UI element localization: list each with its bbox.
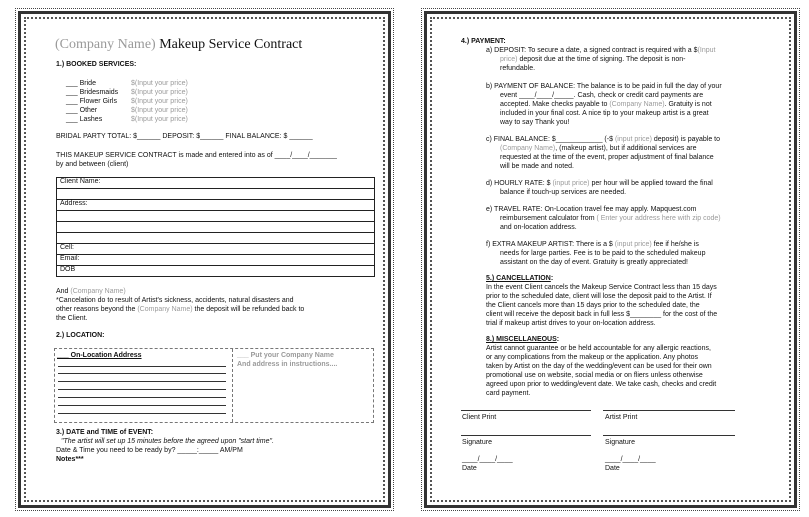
- client-signature-line[interactable]: [461, 435, 591, 436]
- address-line[interactable]: [58, 413, 226, 414]
- cancellation-note-line-3: the Client.: [56, 315, 88, 322]
- service-bridesmaids-price[interactable]: $(Input your price): [131, 89, 188, 96]
- section-8-title: 8.) MISCELLANEOUS: [486, 336, 557, 343]
- client-dob-field[interactable]: DOB: [57, 266, 375, 277]
- final-price-placeholder[interactable]: (input price): [614, 136, 652, 143]
- balance-line-5: way to say Thank you!: [500, 119, 570, 126]
- final-balance-text[interactable]: c) FINAL BALANCE: $____________ (-$: [486, 136, 615, 143]
- misc-line-6: card payment.: [486, 390, 531, 397]
- client-print-label: Client Print: [462, 414, 497, 421]
- extra-artist-line-3: assistant on the day of event. Gratuity is greatly appreciated!: [500, 259, 688, 266]
- deposit-line-3: refundable.: [500, 65, 536, 72]
- section-5-title: 5.) CANCELLATION: [486, 275, 551, 282]
- notes-label: Notes***: [56, 456, 84, 463]
- client-date-field[interactable]: ____/____/____: [462, 456, 513, 463]
- service-flower-girls-price[interactable]: $(Input your price): [131, 98, 188, 105]
- address-line[interactable]: [58, 389, 226, 390]
- cancellation-note-line-1: *Cancelation do to result of Artist's sickness, accidents, natural disasters and: [56, 297, 294, 304]
- deposit-line-1: [486, 46, 715, 55]
- balance-line-1: b) PAYMENT OF BALANCE: The balance is to be paid in full the day of your: [486, 83, 722, 90]
- travel-text: reimbursement calculator from: [500, 215, 597, 222]
- and-label: And: [56, 288, 71, 295]
- client-row-blank[interactable]: [57, 211, 375, 222]
- final-balance-line-2: [500, 144, 696, 153]
- service-lashes-label: ___ Lashes: [66, 116, 103, 123]
- deposit-price-placeholder[interactable]: (Input: [697, 47, 716, 54]
- artist-signature-label: Signature: [605, 439, 635, 446]
- section-1-heading: 1.) BOOKED SERVICES:: [56, 61, 137, 68]
- deposit-text: deposit due at the time of signing. The deposit is non-: [517, 56, 686, 63]
- service-bride-price[interactable]: $(Input your price): [131, 80, 188, 87]
- deposit-line-2: [500, 55, 686, 64]
- client-row-blank[interactable]: [57, 233, 375, 244]
- company-name-placeholder[interactable]: ___ Put your Company Name: [237, 352, 334, 359]
- misc-line-3: taken by Artist on the day of the wedding/event can be used for their own: [486, 363, 712, 370]
- extra-artist-line-2: needs for large parties. Fee is to be paid to the scheduled makeup: [500, 250, 706, 257]
- and-company-line: [56, 287, 126, 296]
- travel-rate-line-3: and on-location address.: [500, 224, 577, 231]
- cancellation-company-placeholder[interactable]: (Company Name): [137, 306, 193, 313]
- extra-artist-line-1: [486, 240, 699, 249]
- cancellation-note-line-2: [56, 305, 304, 314]
- hourly-rate-line-1: [486, 179, 713, 188]
- client-info-table: [56, 177, 375, 277]
- artist-signature-line[interactable]: [603, 435, 735, 436]
- client-row-blank[interactable]: [57, 222, 375, 233]
- location-divider: [232, 349, 233, 422]
- misc-line-2: or any complications from the makeup or the application. Any photos: [486, 354, 699, 361]
- address-line[interactable]: [58, 373, 226, 374]
- final-company-placeholder[interactable]: (Company Name): [500, 145, 556, 152]
- address-line[interactable]: [58, 397, 226, 398]
- artist-print-label: Artist Print: [605, 414, 638, 421]
- section-4-heading: 4.) PAYMENT:: [461, 38, 506, 45]
- service-flower-girls-label: ___ Flower Girls: [66, 98, 117, 105]
- location-box: [54, 348, 374, 423]
- totals-line[interactable]: BRIDAL PARTY TOTAL: $______ DEPOSIT: $______ FINAL BALANCE: $ ______: [56, 133, 313, 140]
- balance-company-placeholder[interactable]: (Company Name): [609, 101, 665, 108]
- and-company-placeholder[interactable]: (Company Name): [70, 288, 126, 295]
- section-8-heading: 8.) MISCELLANEOUS:: [486, 336, 560, 343]
- balance-text: . Gratuity is not: [664, 101, 712, 108]
- cancellation-line-4[interactable]: client will receive the deposit back in full less $________ for the cost of the: [486, 311, 718, 318]
- hourly-text: d) HOURLY RATE: $: [486, 180, 553, 187]
- hourly-text: per hour will be applied toward the final: [589, 180, 713, 187]
- cancellation-text: other reasons beyond the: [56, 306, 138, 313]
- title-company-placeholder[interactable]: (Company Name): [55, 37, 156, 52]
- balance-line-3: [500, 100, 712, 109]
- travel-address-placeholder[interactable]: ( Enter your address here with zip code): [596, 215, 721, 222]
- on-location-address-label: ___ On-Location Address: [57, 352, 142, 359]
- client-email-field[interactable]: Email:: [57, 255, 375, 266]
- client-signature-label: Signature: [462, 439, 492, 446]
- extra-artist-price-placeholder[interactable]: (input price): [614, 241, 652, 248]
- section-5-heading: 5.) CANCELLATION:: [486, 275, 554, 282]
- address-line[interactable]: [58, 381, 226, 382]
- client-cell-field[interactable]: Cell:: [57, 244, 375, 255]
- hourly-rate-line-2: balance if touch-up services are needed.: [500, 189, 627, 196]
- extra-artist-text: fee if he/she is: [651, 241, 699, 248]
- misc-line-5: agreed upon prior to wedding/event date. We take cash, checks and credit: [486, 381, 717, 388]
- final-balance-text: deposit) is payable to: [651, 136, 721, 143]
- cancellation-line-1: In the event Client cancels the Makeup Service Contract less than 15 days: [486, 284, 717, 291]
- final-balance-line-1: [486, 135, 720, 144]
- company-address-placeholder[interactable]: And address in instructions....: [237, 361, 338, 368]
- artist-date-field[interactable]: ____/____/____: [605, 456, 656, 463]
- misc-line-1: Artist cannot guarantee or be held accountable for any allergic reactions,: [486, 345, 711, 352]
- section-3-heading: 3.) DATE and TIME of EVENT:: [56, 429, 154, 436]
- service-bride-label: ___ Bride: [66, 80, 96, 87]
- intro-line-1[interactable]: THIS MAKEUP SERVICE CONTRACT is made and entered into as of ____/____/_______: [56, 152, 337, 159]
- cancellation-line-3: the Client cancels more than 15 days prior to the scheduled date, the: [486, 302, 700, 309]
- address-line[interactable]: [58, 366, 226, 367]
- travel-rate-line-1: e) TRAVEL RATE: On-Location travel fee may apply. Mapquest.com: [486, 206, 697, 213]
- cancellation-line-2: prior to the scheduled date, client will lose the deposit paid to the Artist. If: [486, 293, 712, 300]
- service-bridesmaids-label: ___ Bridesmaids: [66, 89, 119, 96]
- client-row-blank[interactable]: [57, 189, 375, 200]
- ready-time-line[interactable]: Date & Time you need to be ready by? _____:_____ AM/PM: [56, 447, 243, 454]
- client-name-field[interactable]: Client Name:: [57, 178, 375, 189]
- address-line[interactable]: [58, 405, 226, 406]
- artist-print-line[interactable]: [603, 410, 735, 411]
- setup-note: "The artist will set up 15 minutes before the agreed upon "start time".: [61, 438, 274, 445]
- extra-artist-text: f) EXTRA MAKEUP ARTIST: There is a $: [486, 241, 615, 248]
- artist-date-label: Date: [605, 465, 620, 472]
- client-date-label: Date: [462, 465, 477, 472]
- service-other-price[interactable]: $(Input your price): [131, 107, 188, 114]
- intro-line-2: by and between (client): [56, 161, 129, 168]
- service-lashes-price[interactable]: $(Input your price): [131, 116, 188, 123]
- balance-line-4: included in your final cost. A nice tip to your makeup artist is a great: [500, 110, 709, 117]
- service-other-label: ___ Other: [66, 107, 98, 114]
- client-print-line[interactable]: [461, 410, 591, 411]
- final-balance-line-4: will be made and noted.: [500, 163, 574, 170]
- cancellation-text: the deposit will be refunded back to: [192, 306, 305, 313]
- section-2-heading: 2.) LOCATION:: [56, 332, 105, 339]
- cancellation-line-5: trial if makeup artist drives to your on-location address.: [486, 320, 656, 327]
- final-balance-line-3: requested at the time of the event, proper adjustment of final balance: [500, 154, 714, 161]
- contract-page-2: [424, 11, 797, 508]
- contract-page-1: [18, 11, 391, 508]
- client-address-field[interactable]: Address:: [57, 200, 375, 211]
- misc-line-4: promotional use on website, social media or on fliers unless otherwise: [486, 372, 703, 379]
- balance-line-2[interactable]: event ____/____/_____. Cash, check or credit card payments are: [500, 92, 704, 99]
- title-text: Makeup Service Contract: [155, 37, 303, 52]
- deposit-text: a) DEPOSIT: To secure a date, a signed contract is required with a $: [486, 47, 698, 54]
- hourly-price-placeholder[interactable]: (input price): [552, 180, 590, 187]
- final-balance-text: , (makeup artist), but if additional services are: [555, 145, 697, 152]
- page-title: [55, 37, 302, 53]
- travel-rate-line-2: [500, 214, 721, 223]
- deposit-price-placeholder[interactable]: price): [500, 56, 518, 63]
- balance-text: accepted. Make checks payable to: [500, 101, 610, 108]
